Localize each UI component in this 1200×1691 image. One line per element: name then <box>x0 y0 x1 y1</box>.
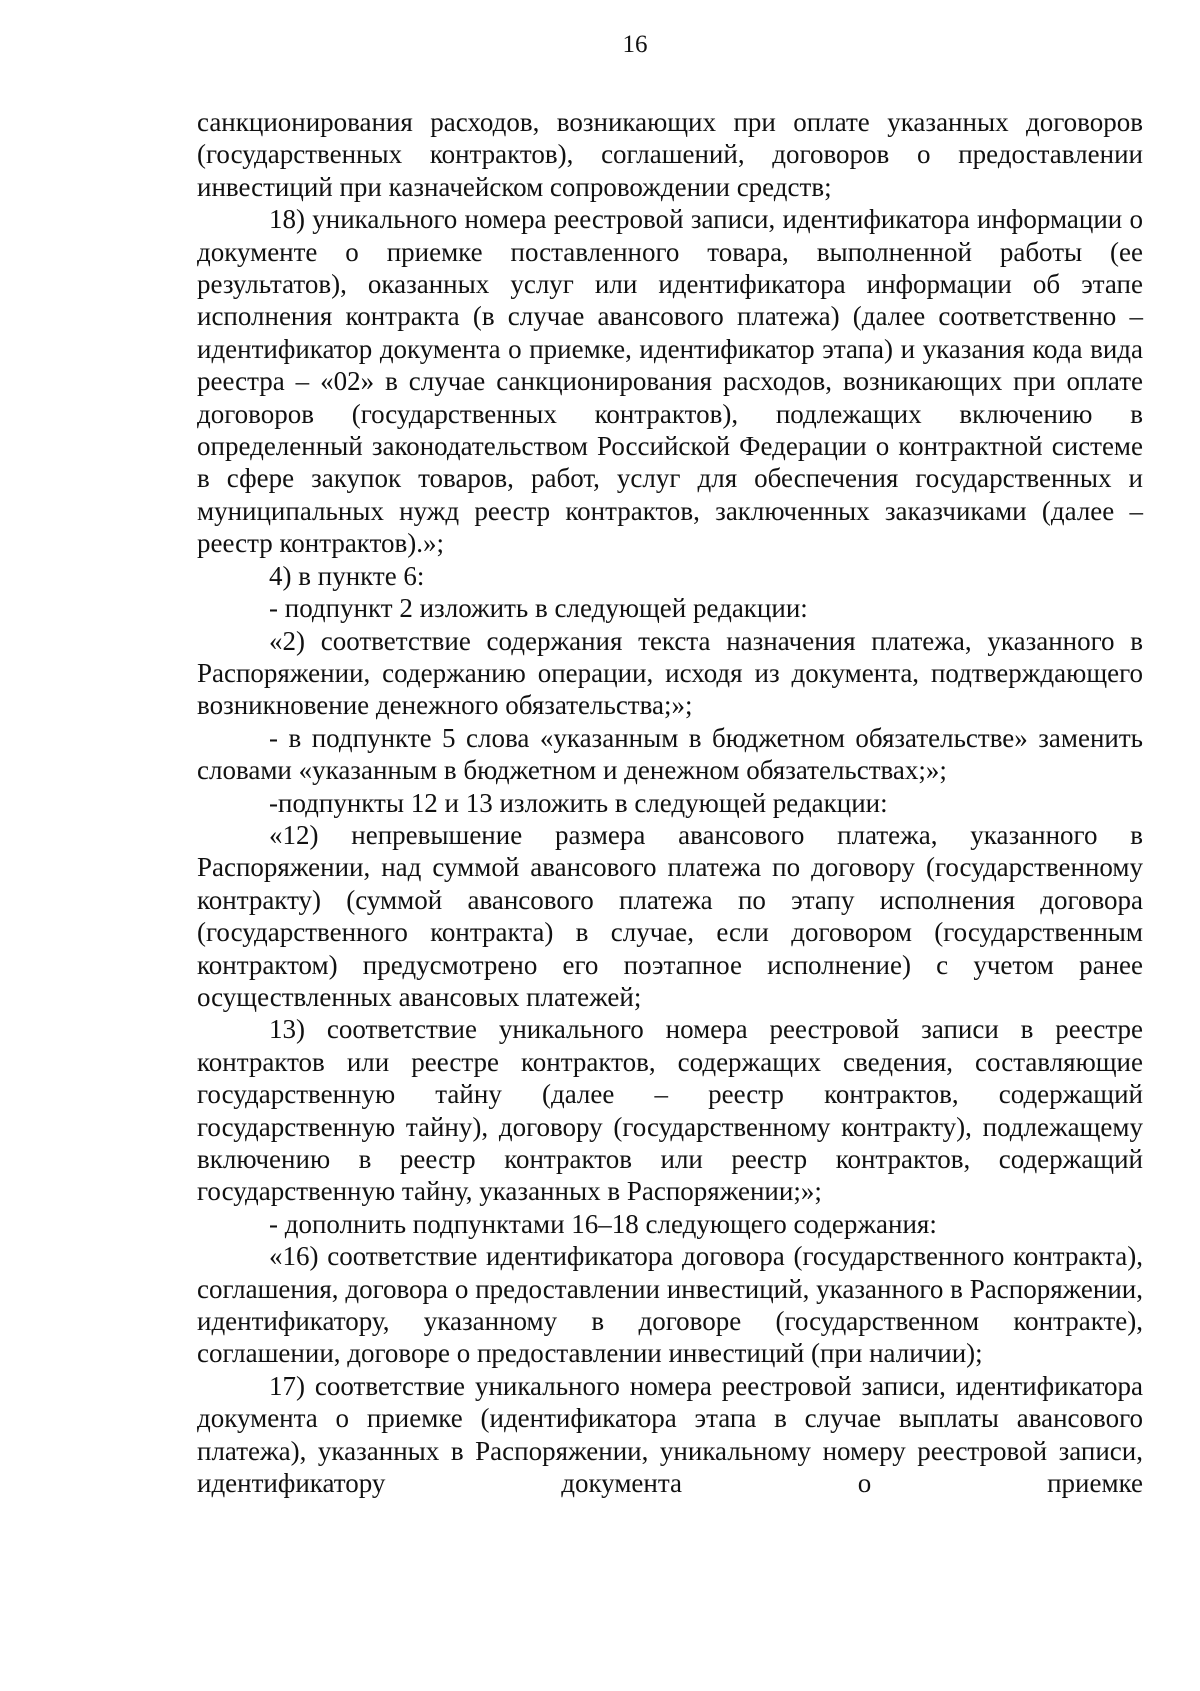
paragraph: 4) в пункте 6: <box>269 560 425 591</box>
paragraph: «2) соответствие содержания текста назначения платежа, указанного в Распоряжении, содержанию операции, исходя из документа, подтверждающего возникновение денежного обязательства;»; <box>197 625 1143 721</box>
paragraph: - в подпункте 5 слова «указанным в бюджетном обязательстве» заменить словами «указанным в бюджетном и денежном обязательствах;»; <box>197 722 1143 786</box>
paragraph: «16) соответствие идентификатора договора (государственного контракта), соглашения, договора о предоставлении инвестиций, указанного в Распоряжении, идентификатору, указанному в договоре (государственном контракте), соглашении, договоре о предоставлении инвестиций (при наличии); <box>197 1241 1143 1369</box>
paragraph: 17) соответствие уникального номера реестровой записи, идентификатора документа о приемке (идентификатора этапа в случае выплаты авансового платежа), указанных в Распоряжении, уникальному номеру реестровой записи, идентификатору документа о приемке <box>197 1370 1143 1499</box>
paragraph: 13) соответствие уникального номера реестровой записи в реестре контрактов или реестре контрактов, содержащих сведения, составляющие государственную тайну (далее – реестр контрактов, содержащий государственную тайну), договору (государственному контракту), подлежащему включению в реестр контрактов или реестр контрактов, содержащий государственную тайну, указанных в Распоряжении;»; <box>197 1014 1143 1207</box>
paragraph: - дополнить подпунктами 16–18 следующего содержания: <box>269 1208 937 1239</box>
document-body <box>197 106 1143 1499</box>
paragraph: «12) непревышение размера авансового платежа, указанного в Распоряжении, над суммой авансового платежа по договору (государственному контракту) (суммой авансового платежа по этапу исполнения договора (государственного контракта) в случае, если договором (государственным контрактом) предусмотрено его поэтапное исполнение) с учетом ранее осуществленных авансовых платежей; <box>197 819 1143 1012</box>
paragraph: - подпункт 2 изложить в следующей редакции: <box>269 593 808 624</box>
paragraph: санкционирования расходов, возникающих при оплате указанных договоров (государственных контрактов), соглашений, договоров о предоставлении инвестиций при казначейском сопровождении средств; <box>197 107 1143 202</box>
paragraph: -подпункты 12 и 13 изложить в следующей редакции: <box>269 787 888 818</box>
paragraph: 18) уникального номера реестровой записи, идентификатора информации о документе о приемке поставленного товара, выполненной работы (ее результатов), оказанных услуг или идентификатора информации об этапе исполнения контракта (в случае авансового платежа) (далее соответственно – идентификатор документа о приемке, идентификатор этапа) и указания кода вида реестра – «02» в случае санкционирования расходов, возникающих при оплате договоров (государственных контрактов), подлежащих включению в определенный законодательством Российской Федерации о контрактной системе в сфере закупок товаров, работ, услуг для обеспечения государственных и муниципальных нужд реестр контрактов, заключенных заказчиками (далее – реестр контрактов).»; <box>197 204 1143 559</box>
page-number: 16 <box>622 31 648 58</box>
